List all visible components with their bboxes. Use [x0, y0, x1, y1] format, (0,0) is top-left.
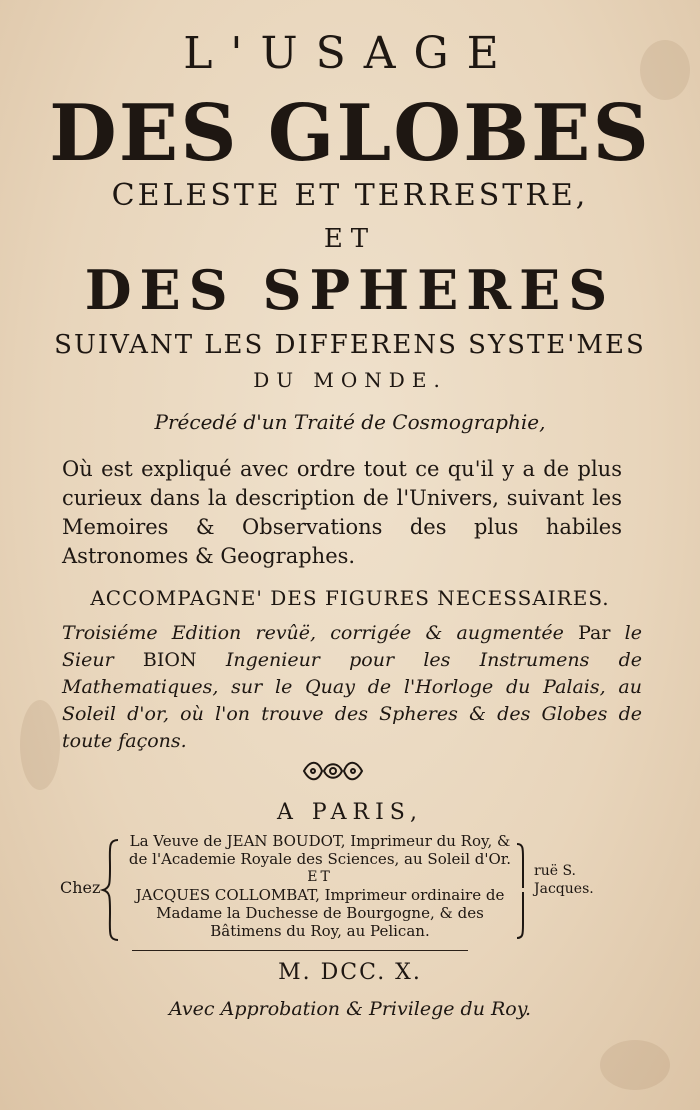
- title-suivant-systemes: SUIVANT LES DIFFERENS SYSTE'MES: [54, 330, 646, 360]
- description-paragraph: Où est expliqué avec ordre tout ce qu'il y a de plus curieux dans la description de l'Univers, suivant les Memoires & Observations des plus habiles Astronomes & Geographes.: [62, 457, 622, 568]
- privilege-line: Avec Approbation & Privilege du Roy.: [168, 998, 531, 1020]
- street-line1: ruë S.: [534, 863, 576, 879]
- right-brace-icon: [515, 842, 529, 890]
- imprint-city: A PARIS,: [276, 800, 424, 825]
- publisher1-line2: de l'Academie Royale des Sciences, au Soleil d'Or.: [128, 850, 512, 868]
- paper-stain: [20, 700, 60, 790]
- publisher1-line1: La Veuve de JEAN BOUDOT, Imprimeur du Roy, &: [129, 832, 511, 850]
- subtitle-cosmographie: Précedé d'un Traité de Cosmographie,: [154, 410, 546, 434]
- edition-paragraph: [62, 620, 642, 755]
- title-des-globes: DES GLOBES: [49, 88, 651, 179]
- edition-sieur: le Sieur: [62, 622, 642, 671]
- title-des-spheres: DES SPHERES: [84, 258, 616, 322]
- left-brace-icon: [100, 838, 122, 942]
- title-du-monde: DU MONDE.: [253, 368, 447, 392]
- imprint-rule: [132, 950, 468, 951]
- printer-ornament-icon: [300, 758, 366, 784]
- author-name: BION: [142, 649, 197, 671]
- paper-stain: [600, 1040, 670, 1090]
- publisher2-line2: Madame la Duchesse de Bourgogne, & des: [156, 904, 484, 922]
- publication-date: M. DCC. X.: [278, 960, 422, 985]
- edition-ingenieur: Ingenieur pour les Instrumens de Mathematiques, sur le Quay de l'Horloge du Palais, au Soleil d'or, où l'on trouve des Spheres & des Globes de toute façons.: [62, 649, 643, 752]
- right-brace-icon: [515, 890, 529, 940]
- edition-par: Par: [578, 622, 611, 644]
- publishers-block: [120, 832, 520, 940]
- title-celeste-terrestre: CELESTE ET TERRESTRE,: [111, 178, 589, 213]
- publisher2-line3: Bâtimens du Roy, au Pelican.: [210, 922, 430, 940]
- edition-text: Troisiéme Edition revûë, corrigée & augmentée: [62, 622, 564, 644]
- figures-note: ACCOMPAGNE' DES FIGURES NECESSAIRES.: [90, 586, 610, 610]
- imprint-chez: Chez: [60, 878, 101, 897]
- imprint-street: [534, 862, 594, 898]
- title-usage: L'USAGE: [183, 28, 517, 79]
- street-line2: Jacques.: [534, 881, 594, 897]
- publishers-et: ET: [307, 869, 333, 885]
- title-et: ET: [323, 224, 377, 254]
- publisher2-line1: JACQUES COLLOMBAT, Imprimeur ordinaire de: [135, 886, 505, 904]
